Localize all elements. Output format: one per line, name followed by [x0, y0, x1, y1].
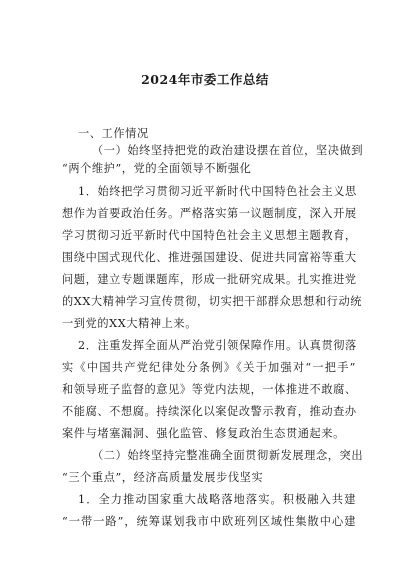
paragraph-1-line-3: 学习贯彻习近平新时代中国特色社会主义思想主题教育， — [62, 229, 357, 242]
subsection-heading-1-line-1: （一）始终坚持把党的政治建设摆在首位，坚决做到 — [92, 144, 364, 157]
paragraph-3-line-2: “一带一路”，统筹谋划我市中欧班列区域性集散中心建 — [62, 515, 356, 528]
paragraph-2-line-4: 不能腐、不想腐。持续深化以案促改警示教育，推动查办 — [62, 405, 357, 418]
paragraph-1-line-4: 围绕中国式现代化、推进强国建设、促进共同富裕等重大 — [62, 251, 357, 264]
paragraph-1-line-2: 想作为首要政治任务。严格落实第一议题制度，深入开展 — [62, 207, 357, 220]
subsection-heading-2-line-1: （二）始终坚持完整准确全面贯彻新发展理念，突出 — [92, 449, 364, 462]
paragraph-1-line-1: 1．始终把学习贯彻习近平新时代中国特色社会主义思 — [78, 185, 357, 198]
paragraph-1-line-6: 的XX大精神学习宣传贯彻，切实把干部群众思想和行动统 — [62, 295, 363, 308]
paragraph-2-line-3: 和领导班子监督的意见》等党内法规，一体推进不敢腐、 — [62, 383, 357, 396]
subsection-heading-2-line-2: “三个重点”，经济高质量发展步伐坚实 — [62, 471, 264, 484]
document-title: 2024年市委工作总结 — [141, 72, 269, 87]
paragraph-2-line-1: 2．注重发挥全面从严治党引领保障作用。认真贯彻落 — [78, 339, 357, 352]
paragraph-2-line-2: 实《中国共产党纪律处分条例》《关于加强对“一把手” — [62, 361, 356, 374]
paragraph-1-line-5: 问题，建立专题课题库，形成一批研究成果。扎实推进党 — [62, 273, 357, 286]
paragraph-1-line-7: 一到党的XX大精神上来。 — [62, 317, 198, 330]
subsection-heading-1-line-2: “两个维护”，党的全面领导不断强化 — [62, 162, 252, 175]
paragraph-3-line-1: 1．全力推动国家重大战略落地落实。积极融入共建 — [78, 493, 356, 506]
paragraph-2-line-5: 案件与堵塞漏洞、强化监管、修复政治生态贯通起来。 — [62, 427, 345, 440]
section-heading-work-situation: 一、工作情况 — [78, 127, 149, 140]
